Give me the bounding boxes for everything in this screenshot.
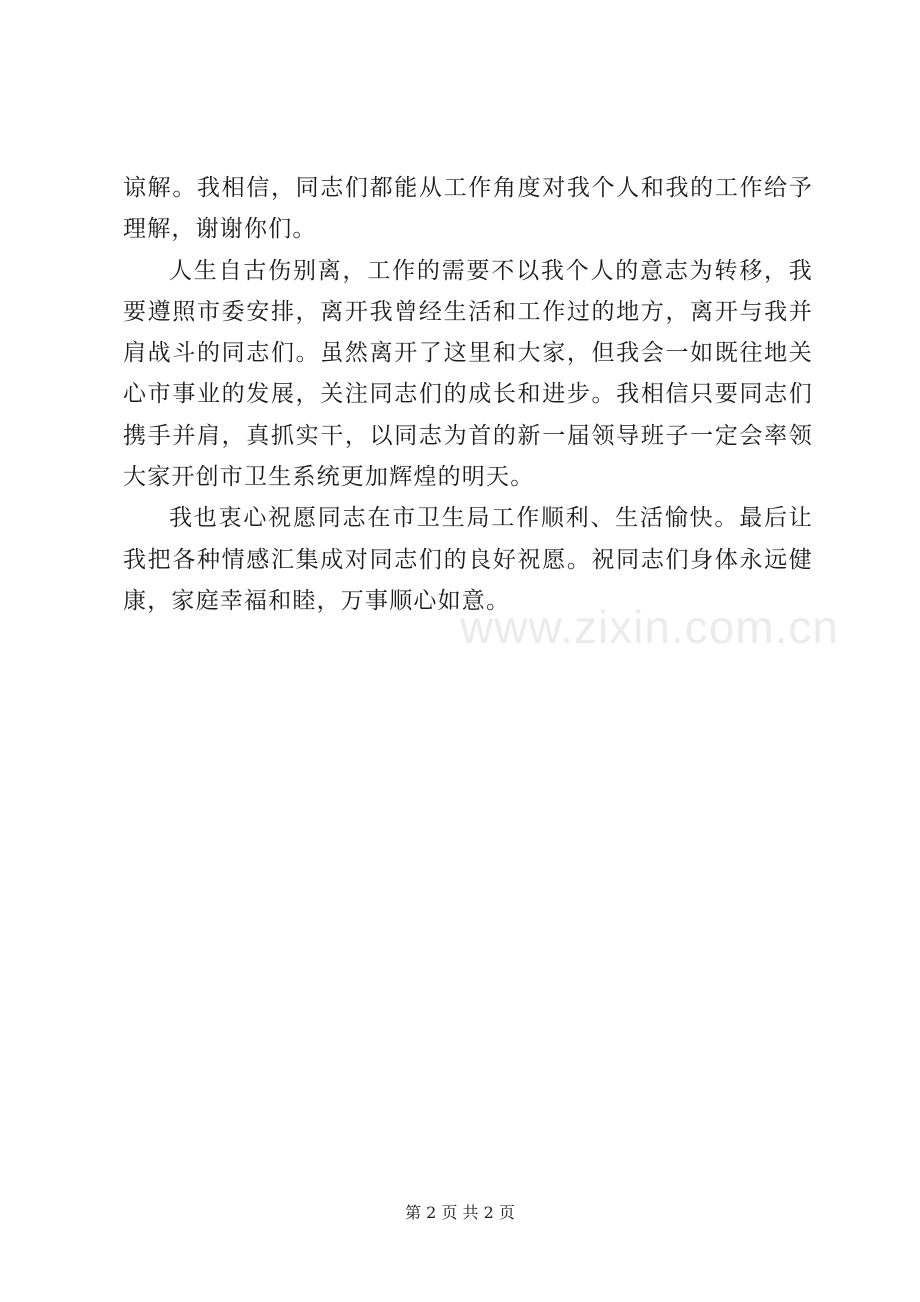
paragraph-wishes: 我也衷心祝愿同志在市卫生局工作顺利、生活愉快。最后让我把各种情感汇集成对同志们的良好祝愿。祝同志们身体永远健康，家庭幸福和睦，万事顺心如意。 bbox=[123, 505, 813, 614]
document-body bbox=[123, 168, 813, 622]
watermark-text: www.zixin.com.cn bbox=[460, 601, 839, 653]
page-number-footer: 第 2 页 共 2 页 bbox=[405, 1203, 515, 1222]
paragraph-farewell: 人生自古伤别离，工作的需要不以我个人的意志为转移，我要遵照市委安排，离开我曾经生活和工作过的地方，离开与我并肩战斗的同志们。虽然离开了这里和大家，但我会一如既往地关心市事业的发展，关注同志们的成长和进步。我相信只要同志们携手并肩，真抓实干，以同志为首的新一届领导班子一定会率领大家开创市卫生系统更加辉煌的明天。 bbox=[123, 257, 813, 491]
paragraph-continuation: 谅解。我相信，同志们都能从工作角度对我个人和我的工作给予理解，谢谢你们。 bbox=[123, 175, 813, 243]
